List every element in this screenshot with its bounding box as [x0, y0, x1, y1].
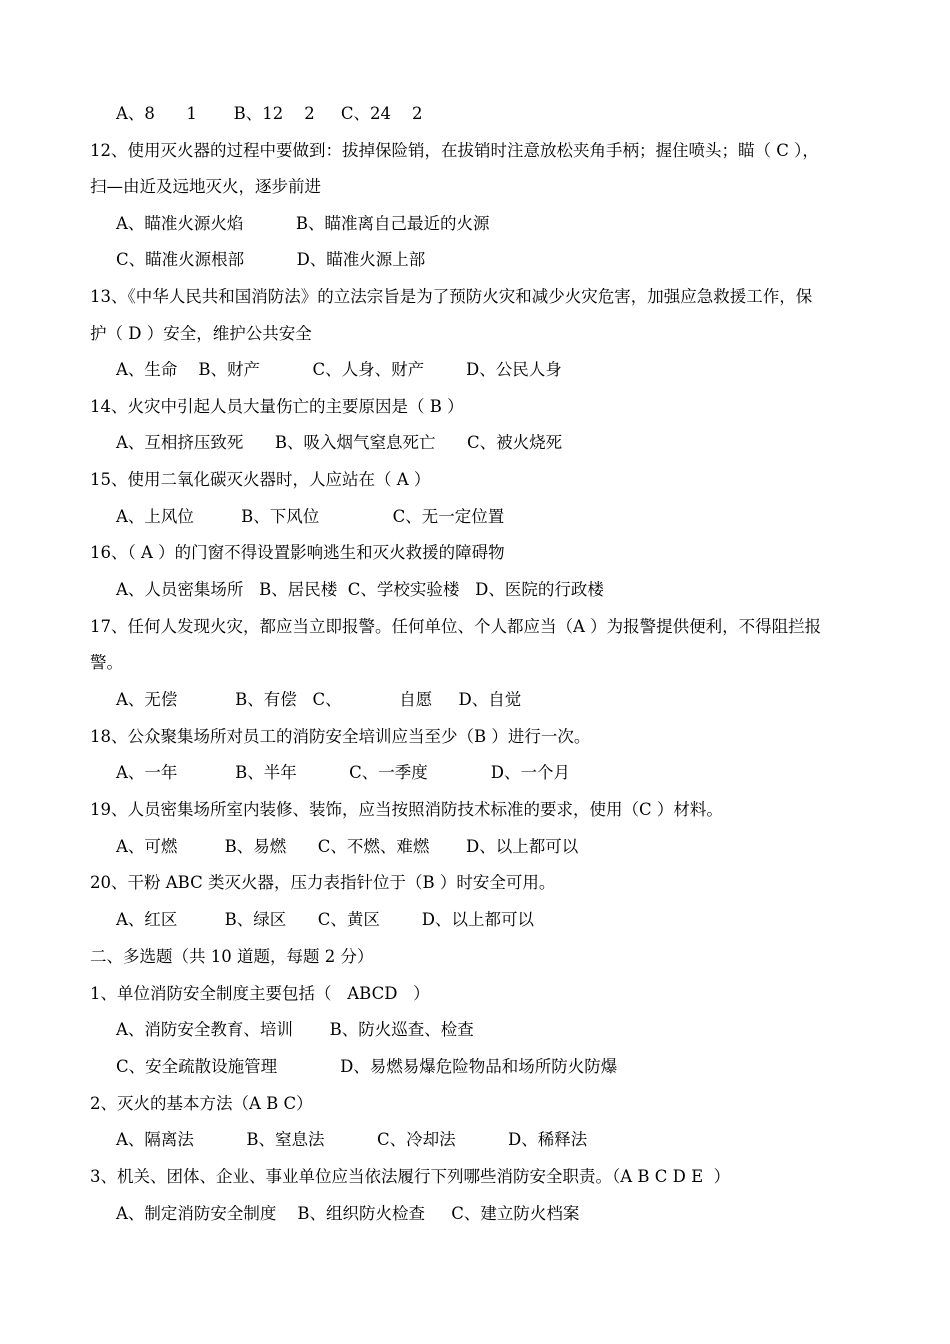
q15-options: A、上风位 B、下风位 C、无一定位置: [116, 507, 505, 526]
m3-options: A、制定消防安全制度 B、组织防火检查 C、建立防火档案: [116, 1204, 580, 1223]
q20-options: A、红区 B、绿区 C、黄区 D、以上都可以: [116, 910, 535, 929]
m1-options-row1: A、消防安全教育、培训 B、防火巡查、检查: [116, 1020, 474, 1039]
q12-stem-line1: 12、使用灭火器的过程中要做到：拔掉保险销，在拔销时注意放松夹角手柄；握住喷头；瞄（ C ），: [90, 141, 819, 160]
q14-options: A、互相挤压致死 B、吸入烟气窒息死亡 C、被火烧死: [116, 433, 563, 452]
q18-options: A、一年 B、半年 C、一季度 D、一个月: [116, 763, 570, 782]
m1-options-row2: C、安全疏散设施管理 D、易燃易爆危险物品和场所防火防爆: [116, 1057, 618, 1076]
m2-options: A、隔离法 B、窒息法 C、冷却法 D、稀释法: [116, 1130, 588, 1149]
q17-options: A、无偿 B、有偿 C、 自愿 D、自觉: [116, 690, 522, 709]
m2-stem: 2、灭火的基本方法（A B C）: [90, 1094, 313, 1113]
q19-stem: 19、人员密集场所室内装修、装饰，应当按照消防技术标准的要求，使用（C ）材料。: [90, 800, 723, 819]
q15-stem: 15、使用二氧化碳灭火器时，人应站在（ A ）: [90, 470, 431, 489]
q13-options: A、生命 B、财产 C、人身、财产 D、公民人身: [116, 360, 562, 379]
q13-stem-line1: 13、《中华人民共和国消防法》的立法宗旨是为了预防火灾和减少火灾危害，加强应急救援工作，保: [90, 287, 813, 306]
q19-options: A、可燃 B、易燃 C、不燃、难燃 D、以上都可以: [116, 837, 579, 856]
q12-options-row1: A、瞄准火源火焰 B、瞄准离自己最近的火源: [116, 214, 490, 233]
q12-stem-line2: 扫—由近及远地灭火，逐步前进: [90, 177, 321, 196]
q16-stem: 16、（ A ）的门窗不得设置影响逃生和灭火救援的障碍物: [90, 543, 505, 562]
q16-options: A、人员密集场所 B、居民楼 C、学校实验楼 D、医院的行政楼: [116, 580, 604, 599]
q17-stem-line1: 17、任何人发现火灾，都应当立即报警。任何单位、个人都应当（A ）为报警提供便利，不得阻拦报: [90, 617, 822, 636]
q13-stem-line2: 护（ D ）安全，维护公共安全: [90, 324, 312, 343]
q14-stem: 14、火灾中引起人员大量伤亡的主要原因是（ B ）: [90, 397, 464, 416]
q18-stem: 18、公众聚集场所对员工的消防安全培训应当至少（B ）进行一次。: [90, 727, 591, 746]
section-heading: 二、多选题（共 10 道题，每题 2 分）: [90, 947, 374, 966]
q17-stem-line2: 警。: [90, 653, 123, 672]
q12-options-row2: C、瞄准火源根部 D、瞄准火源上部: [116, 250, 426, 269]
m1-stem: 1、单位消防安全制度主要包括（ ABCD ）: [90, 984, 430, 1003]
q11-options: A、8 1 B、12 2 C、24 2: [116, 104, 423, 123]
q20-stem: 20、干粉 ABC 类灭火器，压力表指针位于（B ）时安全可用。: [90, 873, 556, 892]
m3-stem: 3、机关、团体、企业、事业单位应当依法履行下列哪些消防安全职责。（A B C D E ）: [90, 1167, 731, 1186]
